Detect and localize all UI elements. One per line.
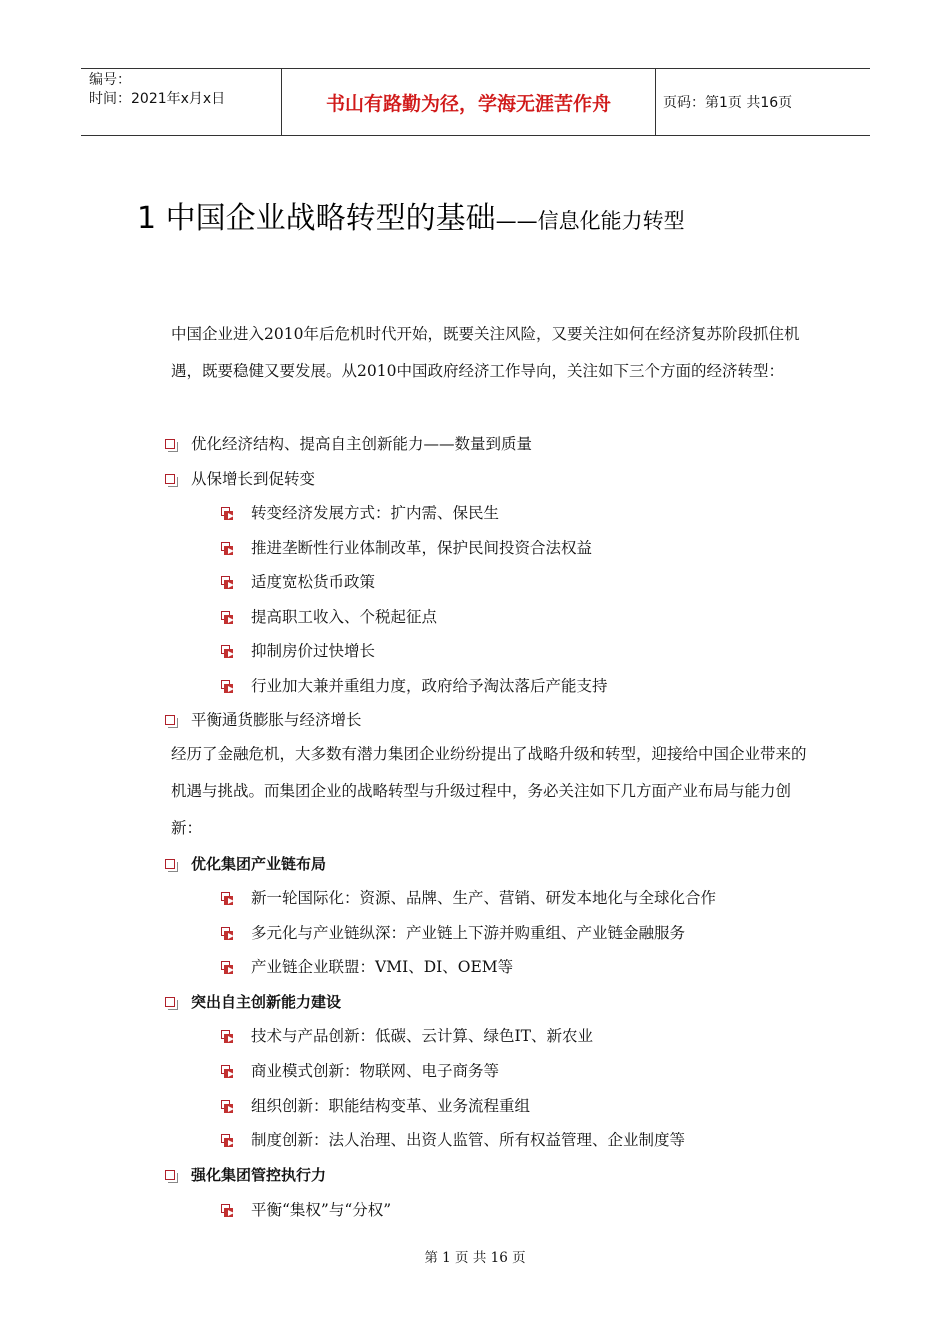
sublist-item-text: 推进垄断性行业体制改革，保护民间投资合法权益 <box>251 539 593 557</box>
arrow-bullet-icon <box>221 1030 235 1043</box>
list-item <box>165 434 532 454</box>
page-footer: 第 1 页 共 16 页 <box>424 1250 526 1266</box>
arrow-bullet-icon <box>221 680 235 693</box>
sublist-item-text: 新一轮国际化：资源、品牌、生产、营销、研发本地化与全球化合作 <box>251 889 717 907</box>
sublist-item <box>221 923 685 943</box>
checkbox-bullet-icon <box>165 1170 175 1180</box>
sublist-item-text: 提高职工收入、个税起征点 <box>251 608 438 626</box>
sublist-item-text: 制度创新：法人治理、出资人监管、所有权益管理、企业制度等 <box>251 1131 686 1149</box>
title-main: 1 中国企业战略转型的基础 <box>137 201 496 236</box>
arrow-bullet-icon <box>221 1065 235 1078</box>
sublist-item-text: 商业模式创新：物联网、电子商务等 <box>251 1062 500 1080</box>
sublist-item-text: 组织创新：职能结构变革、业务流程重组 <box>251 1097 531 1115</box>
sublist-item-text: 平衡“集权”与“分权” <box>251 1201 392 1219</box>
arrow-bullet-icon <box>221 892 235 905</box>
header-meta <box>81 69 282 135</box>
sublist-item-text: 多元化与产业链纵深：产业链上下游并购重组、产业链金融服务 <box>251 924 686 942</box>
sublist-item <box>221 641 375 661</box>
arrow-bullet-icon <box>221 645 235 658</box>
section-heading-text: 强化集团管控执行力 <box>191 1166 327 1184</box>
page-header <box>81 68 870 136</box>
checkbox-bullet-icon <box>165 997 175 1007</box>
second-paragraph-text: 经历了金融危机，大多数有潜力集团企业纷纷提出了战略升级和转型，迎接给中国企业带来的机遇与挑战。而集团企业的战略转型与升级过程中，务必关注如下几方面产业布局与能力创新： <box>171 745 807 837</box>
sublist-item <box>221 888 716 908</box>
sublist-item <box>221 607 437 627</box>
list-item-text: 优化经济结构、提高自主创新能力——数量到质量 <box>191 435 533 453</box>
arrow-bullet-icon <box>221 1134 235 1147</box>
second-paragraph <box>137 736 821 847</box>
sublist-item <box>221 1130 685 1150</box>
sublist-item-text: 适度宽松货币政策 <box>251 573 376 591</box>
checkbox-bullet-icon <box>165 474 175 484</box>
sublist-item <box>221 1061 499 1081</box>
sublist-item <box>221 957 513 977</box>
list-item <box>165 469 315 489</box>
sublist-item <box>221 676 608 696</box>
code-label: 编号： <box>89 72 131 88</box>
time-label: 时间：2021年x月x日 <box>89 91 226 107</box>
section-heading-text: 优化集团产业链布局 <box>191 855 327 873</box>
arrow-bullet-icon <box>221 576 235 589</box>
sublist-item-text: 转变经济发展方式：扩内需、保民生 <box>251 504 500 522</box>
arrow-bullet-icon <box>221 611 235 624</box>
title-sub: ——信息化能力转型 <box>495 209 685 233</box>
section-heading <box>165 992 341 1012</box>
section-heading <box>165 1165 326 1185</box>
intro-paragraph <box>137 316 821 390</box>
arrow-bullet-icon <box>221 542 235 555</box>
list-item <box>165 710 362 730</box>
sublist-item <box>221 538 592 558</box>
sublist-item-text: 抑制房价过快增长 <box>251 642 376 660</box>
arrow-bullet-icon <box>221 961 235 974</box>
list-item-text: 从保增长到促转变 <box>191 470 316 488</box>
intro-text: 中国企业进入2010年后危机时代开始，既要关注风险，又要关注如何在经济复苏阶段抓住机遇，既要稳健又要发展。从2010中国政府经济工作导向，关注如下三个方面的经济转型： <box>171 325 800 380</box>
header-motto: 书山有路勤为径，学海无涯苦作舟 <box>282 69 656 135</box>
arrow-bullet-icon <box>221 1204 235 1217</box>
sublist-item-text: 行业加大兼并重组力度，政府给予淘汰落后产能支持 <box>251 677 608 695</box>
arrow-bullet-icon <box>221 507 235 520</box>
sublist-item <box>221 1096 530 1116</box>
header-page-info: 页码：第1页 共16页 <box>663 95 793 111</box>
checkbox-bullet-icon <box>165 439 175 449</box>
arrow-bullet-icon <box>221 927 235 940</box>
sublist-item <box>221 1200 391 1220</box>
checkbox-bullet-icon <box>165 859 175 869</box>
sublist-item <box>221 503 499 523</box>
section-heading <box>165 854 326 874</box>
sublist-item <box>221 1026 593 1046</box>
sublist-item <box>221 572 375 592</box>
section-heading-text: 突出自主创新能力建设 <box>191 993 342 1011</box>
sublist-item-text: 技术与产品创新：低碳、云计算、绿色IT、新农业 <box>251 1027 593 1045</box>
checkbox-bullet-icon <box>165 715 175 725</box>
list-item-text: 平衡通货膨胀与经济增长 <box>191 711 362 729</box>
document-title <box>137 193 685 237</box>
sublist-item-text: 产业链企业联盟：VMI、DI、OEM等 <box>251 958 514 976</box>
arrow-bullet-icon <box>221 1100 235 1113</box>
